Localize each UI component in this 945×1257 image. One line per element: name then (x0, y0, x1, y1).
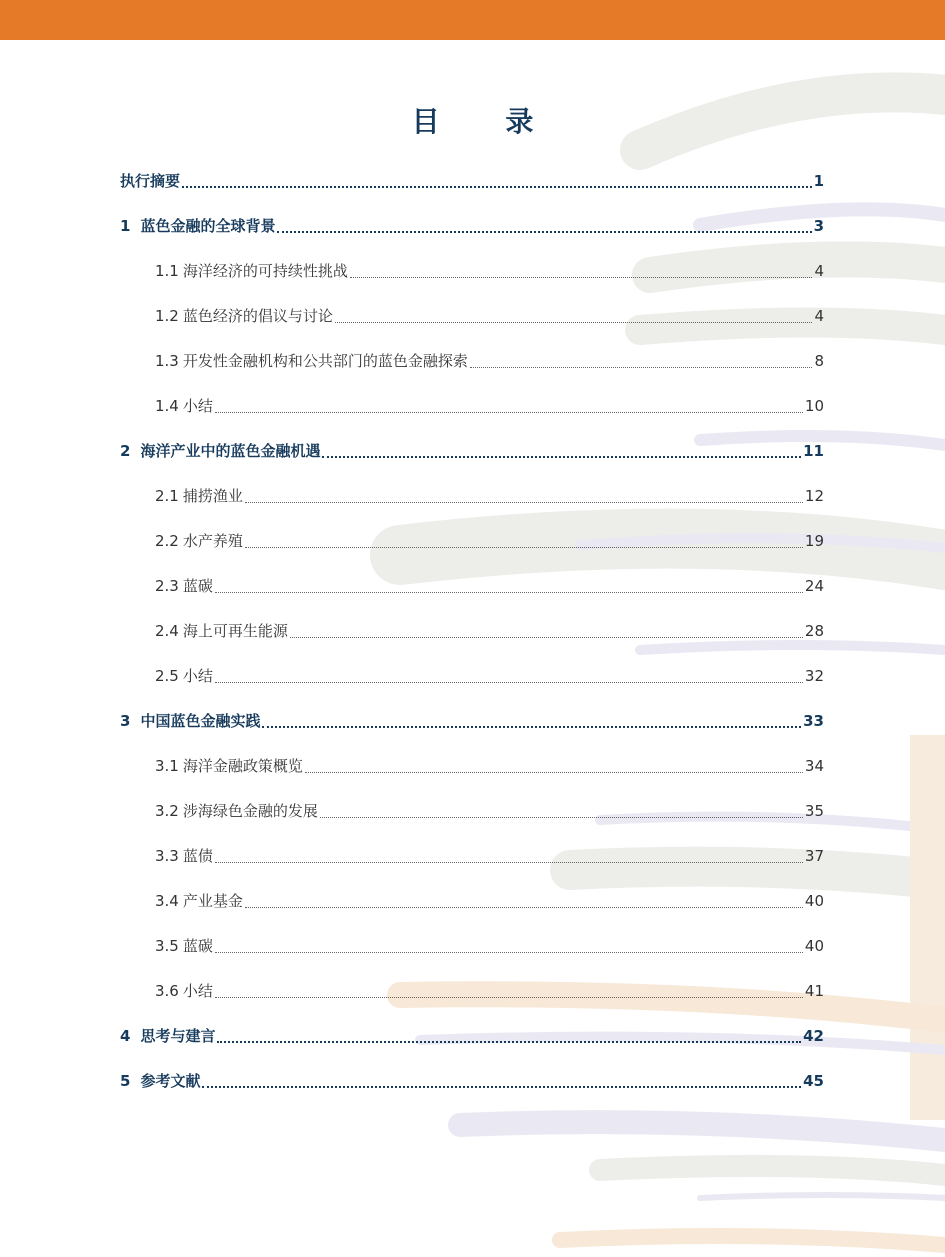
toc-entry-title: 蓝碳 (182, 577, 213, 595)
toc-entry-page-number: 4 (814, 262, 824, 280)
toc-entry-section[interactable] (155, 395, 824, 416)
toc-dot-leader (182, 186, 812, 188)
toc-entry-chapter[interactable] (120, 170, 824, 191)
toc-dot-leader (215, 997, 803, 998)
toc-entry-page-number: 28 (804, 622, 824, 640)
toc-entry-number: 3.5 (155, 937, 179, 955)
toc-entry-title: 开发性金融机构和公共部门的蓝色金融探索 (182, 352, 468, 370)
toc-entry-title: 蓝债 (182, 847, 213, 865)
toc-entry-section[interactable] (155, 485, 824, 506)
toc-dot-leader (245, 907, 803, 908)
toc-entry-title: 海洋产业中的蓝色金融机遇 (140, 442, 321, 460)
toc-entry-title: 海洋金融政策概览 (182, 757, 303, 775)
toc-entry-title: 参考文献 (140, 1072, 201, 1090)
toc-entry-page-number: 1 (813, 172, 824, 190)
toc-entry-page-number: 4 (814, 307, 824, 325)
toc-dot-leader (217, 1041, 801, 1043)
toc-entry-number: 1.4 (155, 397, 179, 415)
toc-entry-section[interactable] (155, 890, 824, 911)
toc-entry-chapter[interactable] (120, 1025, 824, 1046)
toc-entry-page-number: 3 (813, 217, 824, 235)
toc-entry-section[interactable] (155, 350, 824, 371)
toc-entry-title: 涉海绿色金融的发展 (182, 802, 318, 820)
toc-entry-title: 产业基金 (182, 892, 243, 910)
toc-dot-leader (202, 1086, 801, 1088)
toc-entry-section[interactable] (155, 305, 824, 326)
toc-entry-page-number: 8 (814, 352, 824, 370)
toc-entry-title: 蓝色金融的全球背景 (140, 217, 276, 235)
toc-dot-leader (262, 726, 801, 728)
toc-entry-page-number: 42 (803, 1027, 824, 1045)
toc-dot-leader (215, 952, 803, 953)
toc-entry-title: 水产养殖 (182, 532, 243, 550)
toc-entry-title: 捕捞渔业 (182, 487, 243, 505)
toc-entry-page-number: 45 (803, 1072, 824, 1090)
toc-entry-section[interactable] (155, 575, 824, 596)
toc-entry-title: 执行摘要 (120, 172, 181, 190)
toc-entry-chapter[interactable] (120, 710, 824, 731)
toc-entry-number: 2.3 (155, 577, 179, 595)
toc-dot-leader (305, 772, 803, 773)
toc-dot-leader (290, 637, 803, 638)
toc-entry-page-number: 41 (804, 982, 824, 1000)
toc-entry-number: 1.3 (155, 352, 179, 370)
toc-entry-title: 蓝碳 (182, 937, 213, 955)
toc-entry-page-number: 12 (804, 487, 824, 505)
toc-entry-page-number: 19 (804, 532, 824, 550)
toc-entry-number: 3.6 (155, 982, 179, 1000)
toc-entry-section[interactable] (155, 935, 824, 956)
toc-entry-number: 1.2 (155, 307, 179, 325)
toc-entry-page-number: 37 (804, 847, 824, 865)
toc-dot-leader (245, 502, 803, 503)
toc-entry-number: 3.1 (155, 757, 179, 775)
toc-entry-number: 3 (120, 712, 131, 730)
toc-dot-leader (215, 682, 803, 683)
toc-entry-number: 3.4 (155, 892, 179, 910)
toc-entry-section[interactable] (155, 800, 824, 821)
toc-entry-number: 2.4 (155, 622, 179, 640)
toc-entry-section[interactable] (155, 530, 824, 551)
toc-entry-section[interactable] (155, 260, 824, 281)
toc-dot-leader (335, 322, 813, 323)
toc-entry-page-number: 32 (804, 667, 824, 685)
toc-entry-section[interactable] (155, 665, 824, 686)
toc-entry-section[interactable] (155, 755, 824, 776)
toc-entry-title: 小结 (182, 397, 213, 415)
page-title: 目 录 (411, 105, 562, 138)
toc-entry-number: 3.3 (155, 847, 179, 865)
toc-entry-number: 5 (120, 1072, 131, 1090)
toc-entry-page-number: 10 (804, 397, 824, 415)
toc-dot-leader (320, 817, 803, 818)
toc-entry-section[interactable] (155, 620, 824, 641)
toc-entry-number: 2 (120, 442, 131, 460)
toc-entry-page-number: 35 (804, 802, 824, 820)
toc-dot-leader (215, 412, 803, 413)
toc-entry-page-number: 11 (803, 442, 824, 460)
toc-entry-title: 小结 (182, 982, 213, 1000)
toc-entry-page-number: 40 (804, 937, 824, 955)
toc-dot-leader (470, 367, 813, 368)
toc-dot-leader (215, 592, 803, 593)
toc-entry-title: 海上可再生能源 (182, 622, 288, 640)
toc-dot-leader (350, 277, 813, 278)
toc-entry-chapter[interactable] (120, 1070, 824, 1091)
toc-entry-title: 中国蓝色金融实践 (140, 712, 261, 730)
toc-entry-section[interactable] (155, 980, 824, 1001)
toc-entry-number: 2.1 (155, 487, 179, 505)
toc-entry-title: 海洋经济的可持续性挑战 (182, 262, 348, 280)
toc-entry-page-number: 40 (804, 892, 824, 910)
toc-entry-title: 思考与建言 (140, 1027, 216, 1045)
toc-entry-chapter[interactable] (120, 440, 824, 461)
toc-entry-section[interactable] (155, 845, 824, 866)
toc-dot-leader (245, 547, 803, 548)
toc-dot-leader (277, 231, 811, 233)
toc-dot-leader (215, 862, 803, 863)
toc-entry-number: 4 (120, 1027, 131, 1045)
toc-dot-leader (322, 456, 801, 458)
header-bar (0, 0, 945, 40)
toc-entry-page-number: 24 (804, 577, 824, 595)
toc-entry-number: 1.1 (155, 262, 179, 280)
toc-entry-number: 3.2 (155, 802, 179, 820)
toc-entry-number: 1 (120, 217, 131, 235)
toc-entry-title: 小结 (182, 667, 213, 685)
toc-entry-number: 2.2 (155, 532, 179, 550)
toc-entry-number: 2.5 (155, 667, 179, 685)
toc-entry-chapter[interactable] (120, 215, 824, 236)
toc-entry-page-number: 34 (804, 757, 824, 775)
toc-entry-page-number: 33 (803, 712, 824, 730)
toc-entry-title: 蓝色经济的倡议与讨论 (182, 307, 333, 325)
